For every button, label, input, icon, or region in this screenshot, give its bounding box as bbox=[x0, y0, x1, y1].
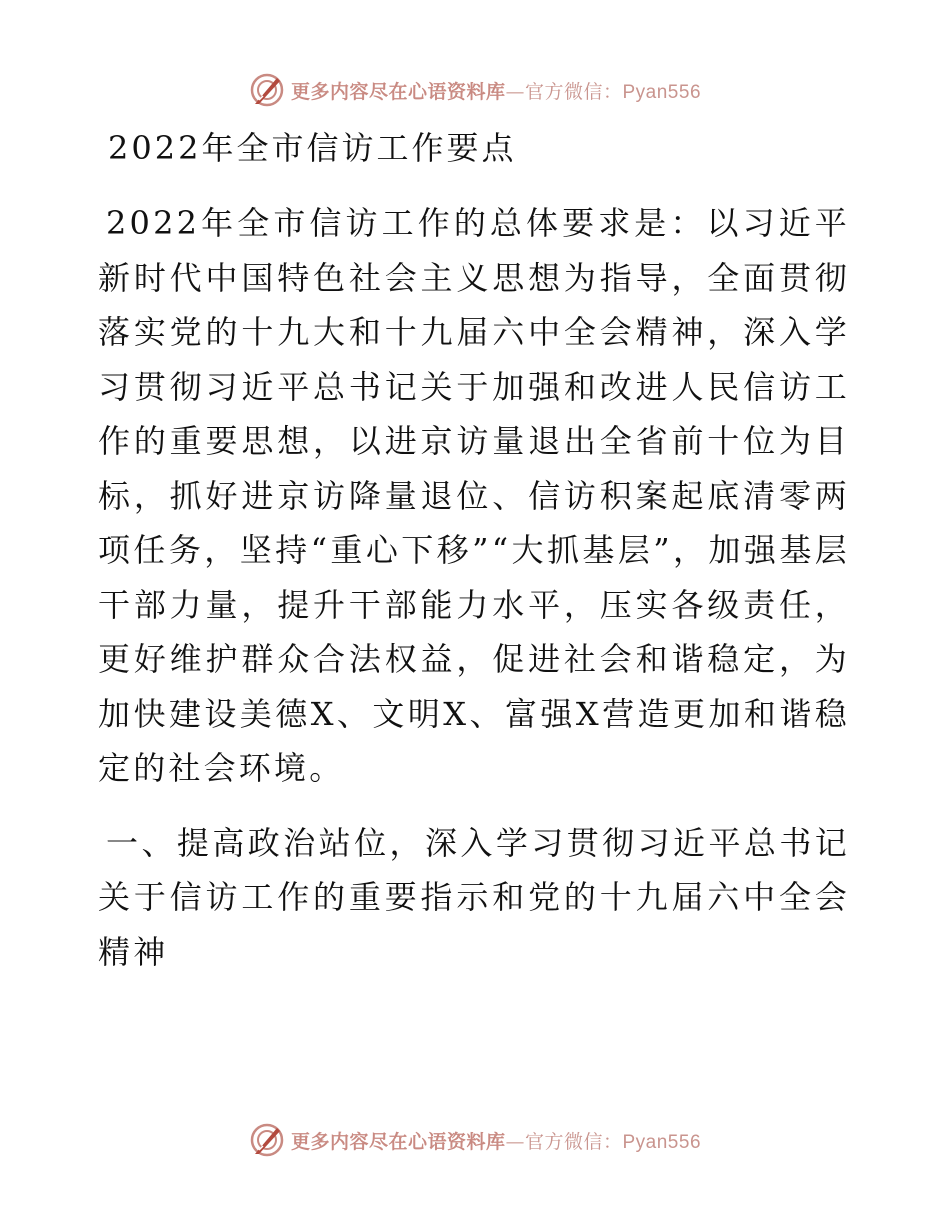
watermark-wechat-id: Pyan556 bbox=[622, 81, 702, 103]
watermark-main-text: 更多内容尽在心语资料库 bbox=[290, 80, 506, 103]
watermark-separator: — bbox=[505, 80, 525, 103]
watermark-official-label: 官方微信： bbox=[524, 1130, 623, 1153]
quill-logo-icon bbox=[249, 72, 285, 108]
quill-logo-icon bbox=[249, 1122, 285, 1158]
watermark-footer bbox=[0, 1118, 950, 1162]
watermark-wechat-id: Pyan556 bbox=[622, 1131, 702, 1153]
watermark-header bbox=[0, 68, 950, 112]
watermark-main-text: 更多内容尽在心语资料库 bbox=[290, 1130, 506, 1153]
document-body bbox=[98, 120, 850, 979]
watermark-separator: — bbox=[505, 1130, 525, 1153]
watermark-official-label: 官方微信： bbox=[524, 80, 623, 103]
document-title: 2022年全市信访工作要点 bbox=[108, 129, 517, 167]
section-heading-1: 一、提高政治站位，深入学习贯彻习近平总书记关于信访工作的重要指示和党的十九届六中全会精神 bbox=[98, 823, 850, 971]
watermark-text bbox=[291, 77, 701, 104]
intro-paragraph: 2022年全市信访工作的总体要求是：以习近平新时代中国特色社会主义思想为指导，全面贯彻落实党的十九大和十九届六中全会精神，深入学习贯彻习近平总书记关于加强和改进人民信访工作的重要思想，以进京访量退出全省前十位为目标，抓好进京访降量退位、信访积案起底清零两项任务，坚持“重心下移”“大抓基层”，加强基层干部力量，提升干部能力水平，压实各级责任， 更好维护群众合法权益，促进社会和谐稳定，为加快建设美德X、文明X、富强X营造更加和谐稳定的社会环境。 bbox=[98, 204, 850, 787]
watermark-text bbox=[291, 1127, 701, 1154]
